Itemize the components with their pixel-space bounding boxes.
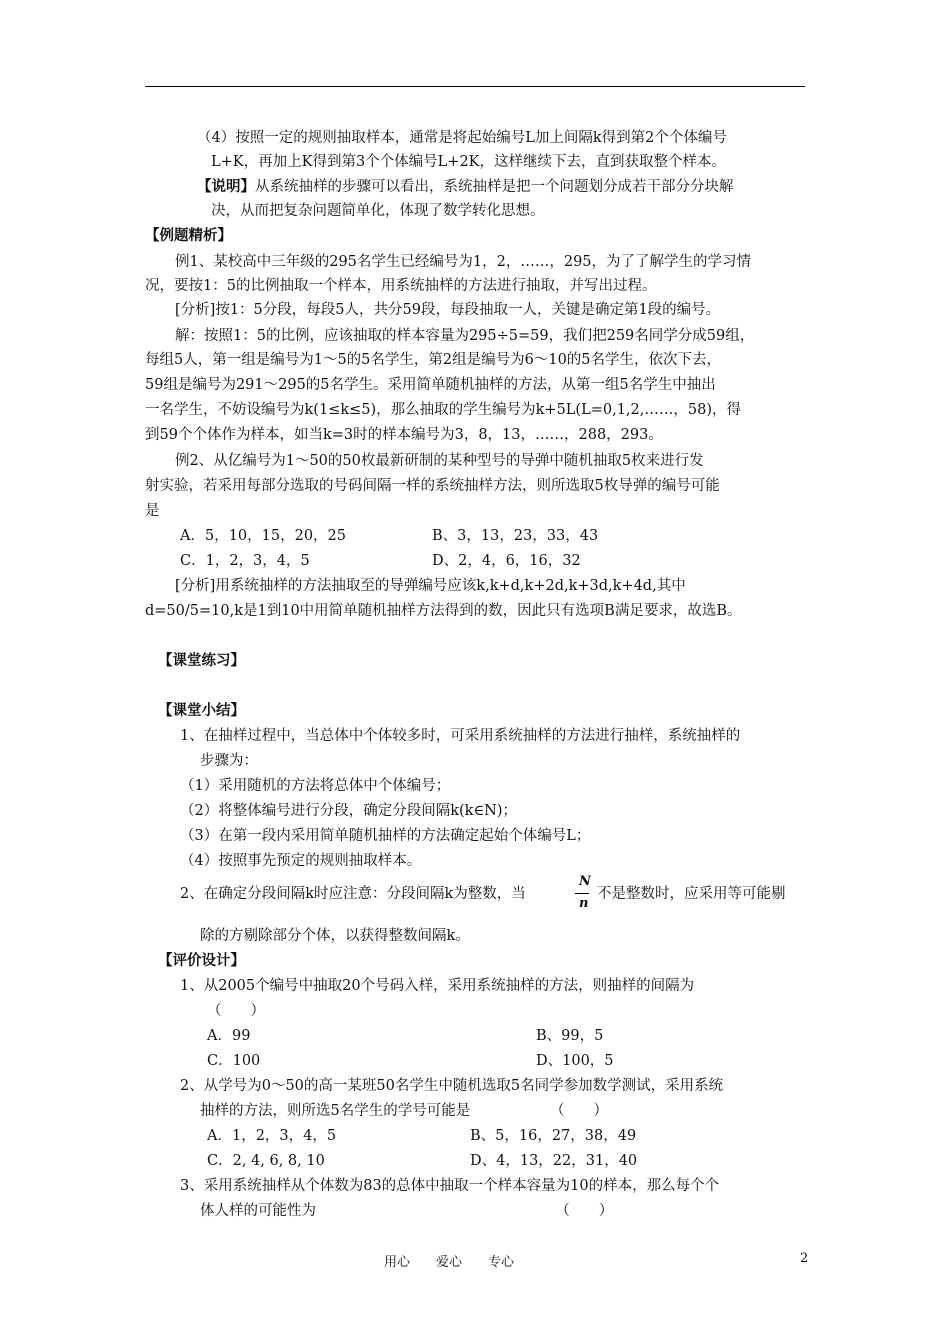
note-text: 从系统抽样的步骤可以看出，系统抽样是把一个问题划分成若干部分分块解 xyxy=(255,179,734,195)
fraction-numerator: N xyxy=(579,874,591,889)
ex1-line1: 例1、某校高中三年级的295名学生已经编号为1，2，……，295，为了了解学生的学习情 xyxy=(175,254,752,270)
note-line2: 决，从而把复杂问题简单化，体现了数学转化思想。 xyxy=(211,203,545,219)
step4-line1: （4）按照一定的规则抽取样本，通常是将起始编号L加上间隔k得到第2个个体编号 xyxy=(197,130,727,146)
ex2-analysis-line1: [分析]用系统抽样的方法抽取至的导弹编号应该k,k+d,k+2d,k+3d,k+4d,其中 xyxy=(175,578,686,594)
ex1-line2: 况，要按1：5的比例抽取一个样本，用系统抽样的方法进行抽取，并写出过程。 xyxy=(145,278,657,294)
footer-motto: 用心 爱心 专心 xyxy=(384,1255,515,1270)
q1-line1: 1、从2005个编号中抽取20个号码入样，采用系统抽样的方法，则抽样的间隔为 xyxy=(180,978,695,994)
ex1-sol-line3: 59组是编号为291～295的5名学生。采用简单随机抽样的方法，从第一组5名学生中抽出 xyxy=(145,377,716,393)
step4-line2: L+K，再加上K得到第3个个体编号L+2K，这样继续下去，直到获取整个样本。 xyxy=(211,154,727,170)
ex2-line3: 是 xyxy=(145,503,160,519)
summary-item2-line1a: 2、在确定分段间隔k时应注意：分段间隔k为整数，当 xyxy=(180,886,526,902)
summary-step1: （1）采用随机的方法将总体中个体编号； xyxy=(180,778,451,794)
examples-heading: 【例题精析】 xyxy=(145,228,232,244)
q1-option-d: D、100，5 xyxy=(536,1053,614,1069)
q2-line1: 2、从学号为0～50的高一某班50名学生中随机选取5名同学参加数学测试，采用系统 xyxy=(180,1078,724,1094)
summary-item1-line2: 步骤为： xyxy=(200,753,258,769)
summary-step4: （4）按照事先预定的规则抽取样本。 xyxy=(180,853,422,869)
fraction-bar xyxy=(575,893,589,894)
ex2-option-b: B、3，13，23，33，43 xyxy=(432,528,599,544)
evaluation-heading: 【评价设计】 xyxy=(158,953,245,969)
q1-option-c: C．100 xyxy=(207,1053,261,1069)
q3-line1: 3、采用系统抽样从个体数为83的总体中抽取一个样本容量为10的样本，那么每个个 xyxy=(180,1178,720,1194)
fraction-denominator: n xyxy=(579,896,589,911)
q1-option-a: A．99 xyxy=(207,1028,251,1044)
ex1-sol-line1: 解：按照1：5的比例，应该抽取的样本容量为295÷5=59，我们把259名同学分成59组， xyxy=(175,328,755,344)
ex2-option-a: A．5，10，15，20，25 xyxy=(180,528,346,544)
q2-line2: 抽样的方法，则所选5名学生的学号可能是 （ ） xyxy=(200,1103,608,1119)
ex1-sol-line2: 每组5人，第一组是编号为1～5的5名学生，第2组是编号为6～10的5名学生，依次下去， xyxy=(145,352,722,368)
ex2-option-d: D、2，4，6，16，32 xyxy=(432,553,581,569)
ex2-option-c: C．1，2，3，4，5 xyxy=(180,553,310,569)
q2-option-a: A．1，2，3，4，5 xyxy=(207,1128,337,1144)
summary-heading: 【课堂小结】 xyxy=(158,703,245,719)
practice-heading: 【课堂练习】 xyxy=(158,653,245,669)
q1-answer-paren: （ ） xyxy=(207,1003,265,1019)
q1-option-b: B、99，5 xyxy=(536,1028,604,1044)
ex2-line2: 射实验，若采用每部分选取的号码间隔一样的系统抽样方法，则所选取5枚导弹的编号可能 xyxy=(145,478,720,494)
ex1-analysis: [分析]按1：5分段，每段5人，共分59段，每段抽取一人，关键是确定第1段的编号。 xyxy=(175,302,721,318)
note-heading: 【说明】 xyxy=(197,179,255,195)
q2-option-d: D、4，13，22，31，40 xyxy=(470,1153,638,1169)
summary-item1-line1: 1、在抽样过程中，当总体中个体较多时，可采用系统抽样的方法进行抽样，系统抽样的 xyxy=(180,728,741,744)
summary-item2-line1b: 不是整数时，应采用等可能剔 xyxy=(597,886,786,902)
summary-step2: （2）将整体编号进行分段，确定分段间隔k(k∈N)； xyxy=(180,803,518,819)
q2-option-c: C．2, 4, 6, 8, 10 xyxy=(207,1153,325,1169)
page-number: 2 xyxy=(800,1251,809,1266)
q3-line2: 体人样的可能性为 （ ） xyxy=(200,1203,614,1219)
ex2-analysis-line2: d=50/5=10,k是1到10中用简单随机抽样方法得到的数，因此只有选项B满足要求，故选B。 xyxy=(145,603,742,619)
q2-option-b: B、5，16，27，38，49 xyxy=(470,1128,637,1144)
note-line1 xyxy=(197,177,734,197)
summary-item2-line2: 除的方剔除部分个体，以获得整数间隔k。 xyxy=(200,928,470,944)
header-rule xyxy=(145,86,805,87)
ex1-sol-line4: 一名学生，不妨设编号为k(1≤k≤5)，那么抽取的学生编号为k+5L(L=0,1,2,……，58)，得 xyxy=(145,402,741,418)
summary-step3: （3）在第一段内采用简单随机抽样的方法确定起始个体编号L； xyxy=(180,828,591,844)
ex1-sol-line5: 到59个个体作为样本，如当k=3时的样本编号为3，8，13，……，288，293。 xyxy=(145,427,663,443)
ex2-line1: 例2、从亿编号为1～50的50枚最新研制的某种型号的导弹中随机抽取5枚来进行发 xyxy=(175,453,704,469)
